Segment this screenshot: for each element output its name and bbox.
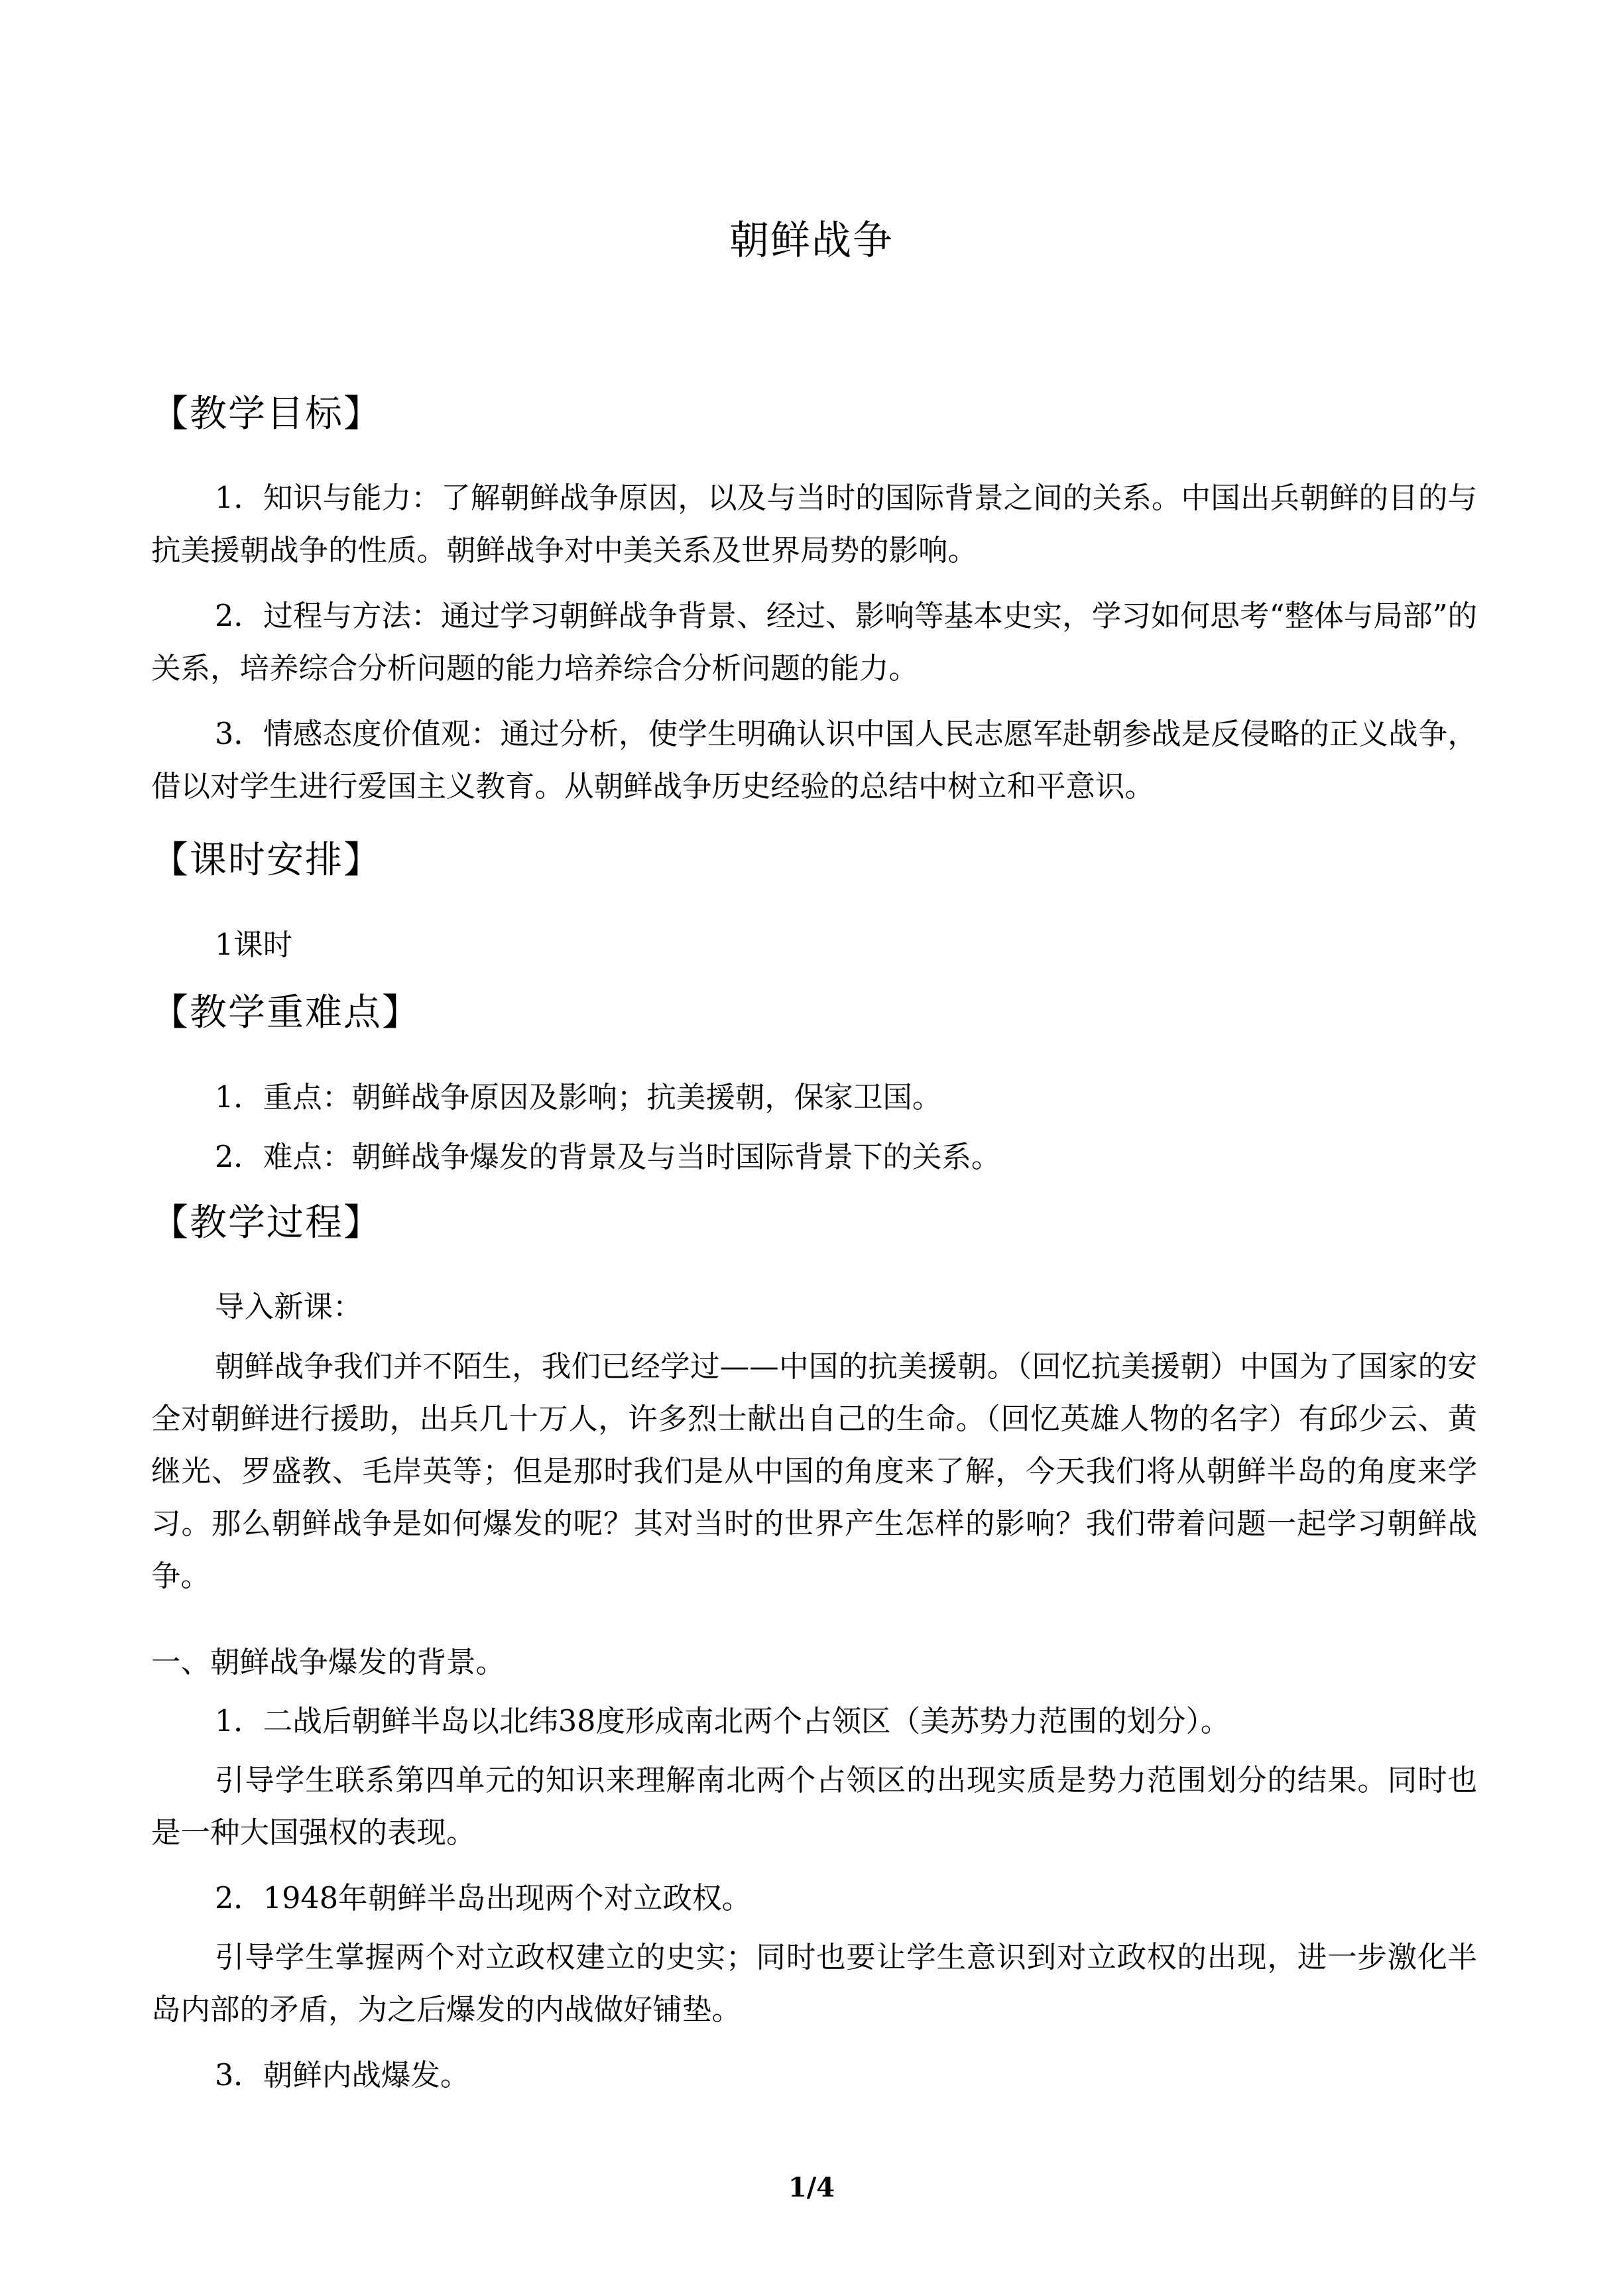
section-one-title: 一、朝鲜战争爆发的背景。: [151, 1646, 506, 1679]
background-point-3: 3．朝鲜内战爆发。: [215, 2059, 470, 2092]
background-point-2-note: 引导学生掌握两个对立政权建立的史实；同时也要让学生意识到对立政权的出现，进一步激化半岛内部的矛盾，为之后爆发的内战做好铺垫。: [151, 1941, 1477, 2027]
objective-item-3: 3．情感态度价值观：通过分析，使学生明确认识中国人民志愿军赴朝参战是反侵略的正义战争，借以对学生进行爱国主义教育。从朝鲜战争历史经验的总结中树立和平意识。: [151, 717, 1477, 804]
background-point-2: 2．1948年朝鲜半岛出现两个对立政权。: [215, 1882, 752, 1915]
objective-item-1: 1．知识与能力：了解朝鲜战争原因，以及与当时的国际背景之间的关系。中国出兵朝鲜的目的与抗美援朝战争的性质。朝鲜战争对中美关系及世界局势的影响。: [151, 481, 1477, 568]
key-point-1: 1．重点：朝鲜战争原因及影响；抗美援朝，保家卫国。: [215, 1081, 942, 1115]
heading-objectives: 【教学目标】: [151, 393, 382, 436]
objective-item-2: 2．过程与方法：通过学习朝鲜战争背景、经过、影响等基本史实，学习如何思考“整体与局部”的关系，培养综合分析问题的能力培养综合分析问题的能力。: [151, 599, 1477, 686]
document-title: 朝鲜战争: [729, 217, 894, 264]
intro-text: 朝鲜战争我们并不陌生，我们已经学过——中国的抗美援朝。（回忆抗美援朝）中国为了国家的安全对朝鲜进行援助，出兵几十万人，许多烈士献出自己的生命。（回忆英雄人物的名字）有邱少云、黄继光、罗盛教、毛岸英等；但是那时我们是从中国的角度来了解，今天我们将从朝鲜半岛的角度来学习。那么朝鲜战争是如何爆发的呢？其对当时的世界产生怎样的影响？我们带着问题一起学习朝鲜战争。: [151, 1350, 1477, 1593]
heading-key-points: 【教学重难点】: [151, 991, 420, 1034]
background-point-1: 1．二战后朝鲜半岛以北纬38度形成南北两个占领区（美苏势力范围的划分）。: [215, 1705, 1231, 1738]
heading-process: 【教学过程】: [151, 1201, 382, 1244]
intro-label: 导入新课：: [215, 1290, 363, 1324]
heading-schedule: 【课时安排】: [151, 839, 382, 882]
page-number: 1/4: [788, 2172, 835, 2203]
key-point-2: 2．难点：朝鲜战争爆发的背景及与当时国际背景下的关系。: [215, 1140, 1001, 1174]
background-point-1-note: 引导学生联系第四单元的知识来理解南北两个占领区的出现实质是势力范围划分的结果。同时也是一种大国强权的表现。: [151, 1764, 1477, 1850]
schedule-text: 1课时: [215, 928, 293, 962]
